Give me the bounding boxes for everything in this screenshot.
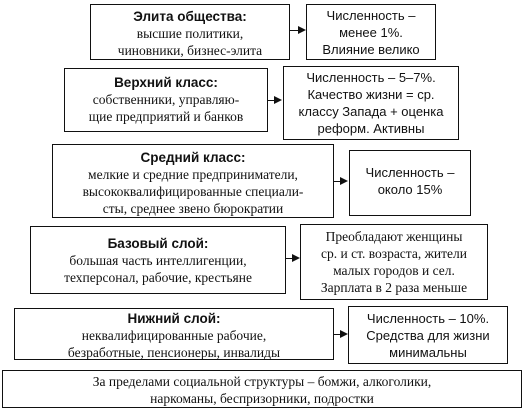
- base-layer-desc-line: большая часть интеллигенции,: [69, 253, 247, 268]
- base-layer-desc-line: техперсонал, рабочие, крестьяне: [64, 270, 252, 285]
- lower-layer-info-line: Численность – 10%.: [366, 311, 490, 326]
- lower-layer-desc-line: неквалифицированные рабочие,: [81, 328, 267, 343]
- upper-class-desc-line: собственники, управляю-: [92, 92, 240, 107]
- elite-info-box: [306, 4, 436, 60]
- middle-class-desc-line: сты, среднее звено бюрократии: [102, 201, 284, 216]
- lower-layer-arrow: [334, 334, 346, 335]
- base-layer-title: Базовый слой:: [107, 236, 209, 251]
- middle-class-info-line: Численность –: [365, 165, 455, 180]
- upper-class-desc-line: щие предприятий и банков: [88, 109, 244, 124]
- elite-info-line: Влияние велико: [322, 42, 420, 57]
- lower-layer-title: Нижний слой:: [127, 311, 221, 326]
- lower-layer-box: [14, 308, 334, 360]
- elite-desc-line: чиновники, бизнес-элита: [117, 43, 263, 58]
- elite-info-line: Численность –: [326, 8, 416, 23]
- upper-class-info-line: Качество жизни = ср.: [307, 87, 435, 102]
- base-layer-info-line: ср. и ст. возраста, жители: [320, 246, 468, 261]
- middle-class-box: [52, 144, 334, 218]
- upper-class-box: [64, 68, 268, 132]
- upper-class-arrow: [268, 100, 280, 101]
- middle-class-arrow: [334, 181, 346, 182]
- middle-class-info-box: [349, 150, 471, 216]
- outside-structure-line: За пределами социальной структуры – бомжи, алкоголики,: [92, 374, 432, 389]
- elite-arrow: [290, 30, 304, 31]
- elite-desc-line: высшие политики,: [136, 26, 244, 41]
- base-layer-info-box: [300, 224, 488, 300]
- lower-layer-info-box: [348, 306, 508, 364]
- upper-class-title: Верхний класс:: [114, 75, 218, 90]
- base-layer-arrow: [286, 258, 298, 259]
- outside-structure-line: наркоманы, беспризорники, подростки: [150, 391, 374, 406]
- upper-class-info-box: [283, 66, 459, 140]
- middle-class-desc-line: высококвалифицированные специали-: [82, 184, 304, 199]
- middle-class-info-line: около 15%: [377, 182, 443, 197]
- base-layer-info-line: Преобладают женщины: [325, 229, 463, 244]
- elite-title: Элита общества:: [133, 9, 247, 24]
- base-layer-info-line: Зарплата в 2 раза меньше: [320, 280, 468, 295]
- elite-info-line: менее 1%.: [339, 25, 403, 40]
- upper-class-info-line: реформ. Активны: [317, 121, 425, 136]
- lower-layer-desc-line: безработные, пенсионеры, инвалиды: [67, 345, 281, 360]
- middle-class-title: Средний класс:: [140, 150, 246, 165]
- upper-class-info-line: Численность – 5–7%.: [306, 70, 436, 85]
- base-layer-info-line: малых городов и сел.: [333, 263, 455, 278]
- lower-layer-info-line: минимальны: [389, 345, 467, 360]
- base-layer-box: [30, 226, 286, 294]
- upper-class-info-line: классу Запада + оценка: [298, 104, 444, 119]
- outside-structure-box: [2, 370, 522, 408]
- elite-box: [90, 4, 290, 60]
- lower-layer-info-line: Средства для жизни: [366, 328, 490, 343]
- middle-class-desc-line: мелкие и средние предприниматели,: [88, 167, 298, 182]
